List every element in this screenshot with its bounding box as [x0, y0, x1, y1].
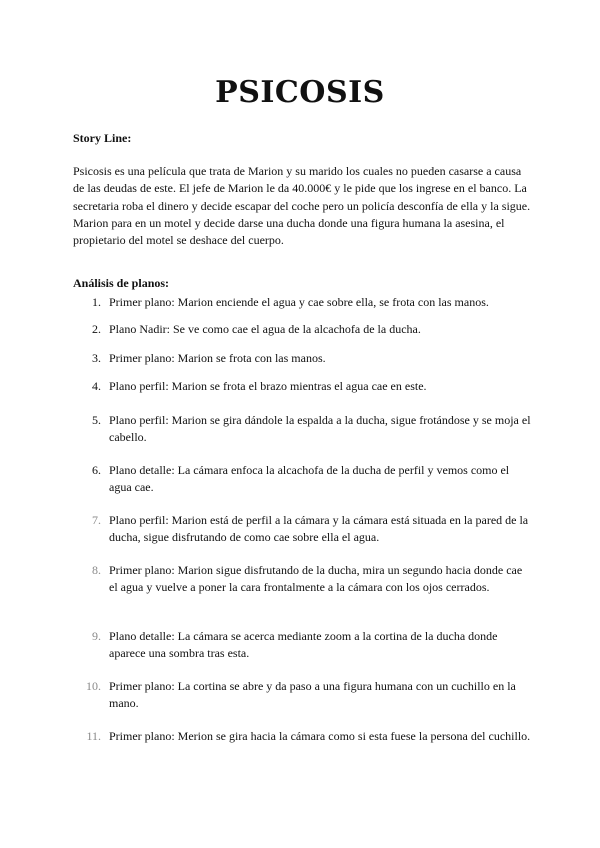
list-item-number: 1. — [92, 295, 101, 309]
list-item-number: 3. — [92, 351, 101, 365]
list-item-number: 9. — [92, 629, 101, 643]
list-item-number: 6. — [92, 463, 101, 477]
list-item-text: Primer plano: Marion sigue disfrutando de la ducha, mira un segundo hacia donde cae el agua y vuelve a poner la cara frontalmente a la cámara con los ojos cerrados. — [109, 563, 523, 594]
list-item-number: 8. — [92, 563, 101, 577]
list-item-number: 4. — [92, 379, 101, 393]
list-item-number: 2. — [92, 322, 101, 336]
list-item-text: Primer plano: La cortina se abre y da paso a una figura humana con un cuchillo en la mano. — [109, 679, 516, 710]
list-item-text: Primer plano: Merion se gira hacia la cámara como si esta fuese la persona del cuchillo. — [109, 729, 531, 743]
list-item-number: 11. — [86, 729, 101, 743]
list-item-text: Plano Nadir: Se ve como cae el agua de la alcachofa de la ducha. — [109, 322, 421, 336]
list-item-text: Plano detalle: La cámara se acerca mediante zoom a la cortina de la ducha donde aparece una sombra tras esta. — [109, 629, 498, 660]
list-item-text: Plano detalle: La cámara enfoca la alcachofa de la ducha de perfil y vemos como el agua cae. — [109, 463, 510, 494]
list-item-text: Plano perfil: Marion se gira dándole la espalda a la ducha, sigue frotándose y se moja el cabello. — [109, 413, 531, 444]
list-item-text: Primer plano: Marion se frota con las manos. — [109, 351, 326, 365]
list-item-text: Plano perfil: Marion se frota el brazo mientras el agua cae en este. — [109, 379, 427, 393]
synopsis-paragraph: Psicosis es una película que trata de Marion y su marido los cuales no pueden casarse a causa de las deudas de este. El jefe de Marion le da 40.000€ y le pide que los ingrese en el banco. La secretaria roba el dinero y decide escapar del coche pero un policía desconfía de ella y la sigue. Marion para en un motel y decide darse una ducha donde una figura humana la asesina, el propietario del motel se deshace del cuerpo. — [73, 164, 531, 248]
page-title: PSICOSIS — [215, 75, 385, 110]
list-item-number: 5. — [92, 413, 101, 427]
list-item-text: Plano perfil: Marion está de perfil a la cámara y la cámara está situada en la pared de la ducha, sigue disfrutando de como cae sobre ella el agua. — [109, 513, 529, 544]
list-item-number: 10. — [86, 679, 101, 693]
story-line-heading: Story Line: — [73, 131, 132, 145]
planos-heading: Análisis de planos: — [73, 276, 170, 290]
list-item-text: Primer plano: Marion enciende el agua y cae sobre ella, se frota con las manos. — [109, 295, 489, 309]
list-item-number: 7. — [92, 513, 101, 527]
